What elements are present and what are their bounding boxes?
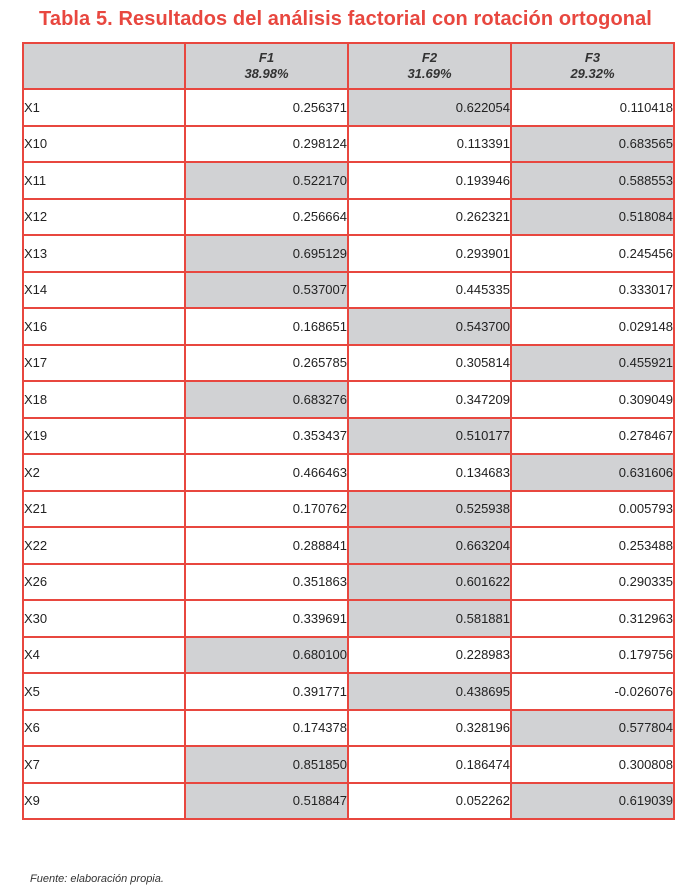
cell-f2: 0.293901: [348, 235, 511, 272]
row-label: X9: [23, 783, 185, 820]
row-label: X7: [23, 746, 185, 783]
cell-f1: 0.168651: [185, 308, 348, 345]
cell-f1: 0.298124: [185, 126, 348, 163]
cell-f1: 0.695129: [185, 235, 348, 272]
header-f2-name: F2: [421, 50, 438, 65]
cell-f1: 0.170762: [185, 491, 348, 528]
header-f3-pct: 29.32%: [570, 66, 615, 81]
cell-f2: 0.525938: [348, 491, 511, 528]
table-row: [23, 381, 674, 418]
header-f1-name: F1: [258, 50, 275, 65]
cell-f2: 0.134683: [348, 454, 511, 491]
table-row: [23, 272, 674, 309]
cell-f3: 0.518084: [511, 199, 674, 236]
cell-f3: 0.619039: [511, 783, 674, 820]
cell-f2: 0.228983: [348, 637, 511, 674]
header-f2-pct: 31.69%: [407, 66, 452, 81]
row-label: X26: [23, 564, 185, 601]
cell-f2: 0.052262: [348, 783, 511, 820]
cell-f3: 0.333017: [511, 272, 674, 309]
row-label: X2: [23, 454, 185, 491]
row-label: X10: [23, 126, 185, 163]
row-label: X14: [23, 272, 185, 309]
cell-f3: 0.683565: [511, 126, 674, 163]
cell-f3: 0.179756: [511, 637, 674, 674]
cell-f3: 0.245456: [511, 235, 674, 272]
row-label: X11: [23, 162, 185, 199]
table-row: [23, 308, 674, 345]
cell-f3: 0.631606: [511, 454, 674, 491]
cell-f2: 0.305814: [348, 345, 511, 382]
cell-f3: 0.577804: [511, 710, 674, 747]
cell-f1: 0.466463: [185, 454, 348, 491]
cell-f2: 0.510177: [348, 418, 511, 455]
cell-f2: 0.328196: [348, 710, 511, 747]
cell-f2: 0.445335: [348, 272, 511, 309]
table-row: [23, 673, 674, 710]
table-row: [23, 162, 674, 199]
cell-f2: 0.622054: [348, 89, 511, 126]
header-f2: [348, 43, 511, 89]
table-row: [23, 710, 674, 747]
table-row: [23, 199, 674, 236]
row-label: X5: [23, 673, 185, 710]
table-row: [23, 637, 674, 674]
cell-f3: 0.309049: [511, 381, 674, 418]
cell-f3: 0.455921: [511, 345, 674, 382]
cell-f1: 0.265785: [185, 345, 348, 382]
cell-f2: 0.262321: [348, 199, 511, 236]
header-f3-name: F3: [584, 50, 601, 65]
cell-f1: 0.256371: [185, 89, 348, 126]
table-row: [23, 235, 674, 272]
cell-f3: 0.588553: [511, 162, 674, 199]
header-f1-pct: 38.98%: [244, 66, 289, 81]
cell-f3: 0.110418: [511, 89, 674, 126]
cell-f1: 0.537007: [185, 272, 348, 309]
row-label: X18: [23, 381, 185, 418]
row-label: X6: [23, 710, 185, 747]
table-row: [23, 345, 674, 382]
cell-f1: 0.174378: [185, 710, 348, 747]
table-row: [23, 600, 674, 637]
table-row: [23, 454, 674, 491]
cell-f1: 0.339691: [185, 600, 348, 637]
table-row: [23, 783, 674, 820]
cell-f3: 0.290335: [511, 564, 674, 601]
row-label: X22: [23, 527, 185, 564]
cell-f2: 0.601622: [348, 564, 511, 601]
table-row: [23, 564, 674, 601]
row-label: X30: [23, 600, 185, 637]
table-row: [23, 126, 674, 163]
cell-f1: 0.353437: [185, 418, 348, 455]
cell-f2: 0.438695: [348, 673, 511, 710]
row-label: X19: [23, 418, 185, 455]
cell-f2: 0.663204: [348, 527, 511, 564]
header-row: [23, 43, 674, 89]
cell-f3: 0.005793: [511, 491, 674, 528]
cell-f3: -0.026076: [511, 673, 674, 710]
source-note: Fuente: elaboración propia.: [30, 873, 164, 885]
row-label: X17: [23, 345, 185, 382]
cell-f2: 0.581881: [348, 600, 511, 637]
cell-f2: 0.186474: [348, 746, 511, 783]
row-label: X12: [23, 199, 185, 236]
cell-f2: 0.543700: [348, 308, 511, 345]
cell-f2: 0.193946: [348, 162, 511, 199]
cell-f3: 0.253488: [511, 527, 674, 564]
row-label: X21: [23, 491, 185, 528]
cell-f2: 0.113391: [348, 126, 511, 163]
row-label: X16: [23, 308, 185, 345]
table-row: [23, 418, 674, 455]
row-label: X1: [23, 89, 185, 126]
table-title: Tabla 5. Resultados del análisis factorial con rotación ortogonal: [39, 8, 652, 30]
cell-f3: 0.312963: [511, 600, 674, 637]
cell-f1: 0.288841: [185, 527, 348, 564]
table-row: [23, 746, 674, 783]
row-label: X4: [23, 637, 185, 674]
cell-f1: 0.522170: [185, 162, 348, 199]
cell-f1: 0.683276: [185, 381, 348, 418]
cell-f2: 0.347209: [348, 381, 511, 418]
cell-f3: 0.278467: [511, 418, 674, 455]
table-row: [23, 89, 674, 126]
cell-f1: 0.851850: [185, 746, 348, 783]
row-label: X13: [23, 235, 185, 272]
table-body: [23, 89, 674, 819]
cell-f3: 0.029148: [511, 308, 674, 345]
cell-f1: 0.518847: [185, 783, 348, 820]
cell-f1: 0.256664: [185, 199, 348, 236]
cell-f1: 0.680100: [185, 637, 348, 674]
header-corner: [23, 43, 185, 89]
header-f3: [511, 43, 674, 89]
cell-f1: 0.351863: [185, 564, 348, 601]
table-row: [23, 527, 674, 564]
header-f1: [185, 43, 348, 89]
factor-analysis-table: [22, 42, 675, 820]
table-row: [23, 491, 674, 528]
cell-f1: 0.391771: [185, 673, 348, 710]
cell-f3: 0.300808: [511, 746, 674, 783]
